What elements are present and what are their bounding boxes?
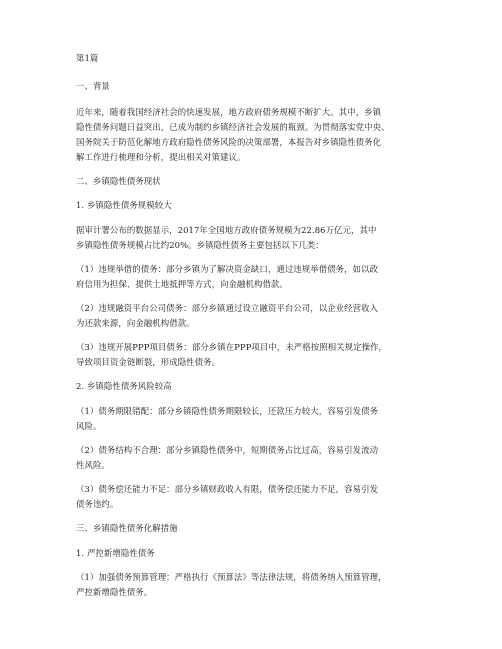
paragraph-line: 乡镇隐性债务规模占比约20%。乡镇隐性债务主要包括以下几类： (76, 240, 324, 250)
list-item-line: （2）违规融资平台公司债务：部分乡镇通过设立融资平台公司，以企业经营收入 (76, 303, 379, 313)
list-item-line: 风险。 (76, 421, 102, 431)
subsection-heading: 1. 严控新增隐性债务 (76, 548, 155, 558)
subsection-heading: 1. 乡镇隐性债务规模较大 (76, 200, 172, 210)
list-item-line: 性风险。 (76, 460, 110, 470)
list-item-line: 导致项目资金链断裂，形成隐性债务。 (76, 357, 221, 367)
paragraph-line: 解工作进行梳理和分析，提出相关对策建议。 (76, 152, 246, 162)
list-item-line: （3）债务偿还能力不足：部分乡镇财政收入有限，债务偿还能力不足，容易引发 (76, 484, 379, 494)
list-item-line: （1）违规举借的债务：部分乡镇为了解决资金缺口，通过违规举借债务，如以政 (76, 264, 379, 274)
list-item-line: （1）债务期限错配：部分乡镇隐性债务期限较长，还款压力较大，容易引发债务 (76, 406, 379, 416)
paragraph-line: 近年来，随着我国经济社会的快速发展，地方政府债务规模不断扩大。其中，乡镇 (76, 107, 382, 117)
paragraph-line: 据审计署公布的数据显示，2017年全国地方政府债务规模为22.86万亿元，其中 (76, 225, 377, 235)
list-item-line: 严控新增隐性债务。 (76, 587, 153, 597)
subsection-heading: 2. 乡镇隐性债务风险较高 (76, 381, 172, 391)
paragraph-line: 隐性债务问题日益突出，已成为制约乡镇经济社会发展的瓶颈。为贯彻落实党中央、 (76, 122, 390, 132)
list-item-line: 府信用为担保、提供土地抵押等方式，向金融机构借款。 (76, 279, 288, 289)
list-item-line: （2）债务结构不合理：部分乡镇隐性债务中，短期债务占比过高，容易引发流动 (76, 445, 379, 455)
list-item-line: （1）加强债务预算管理：严格执行《预算法》等法律法规，将债务纳入预算管理， (76, 572, 387, 582)
section-heading-background: 一、背景 (76, 81, 110, 91)
section-heading-measures: 三、乡镇隐性债务化解措施 (76, 523, 178, 533)
paragraph-line: 国务院关于防范化解地方政府隐性债务风险的决策部署，本报告对乡镇隐性债务化 (76, 137, 382, 147)
list-item-line: 债务违约。 (76, 499, 119, 509)
section-heading-status: 二、乡镇隐性债务现状 (76, 176, 161, 186)
list-item-line: 为还款来源，向金融机构借款。 (76, 318, 195, 328)
list-item-line: （3）违规开展PPP项目债务：部分乡镇在PPP项目中，未严格按照相关规定操作， (76, 342, 388, 352)
document-title: 第1篇 (76, 53, 99, 63)
